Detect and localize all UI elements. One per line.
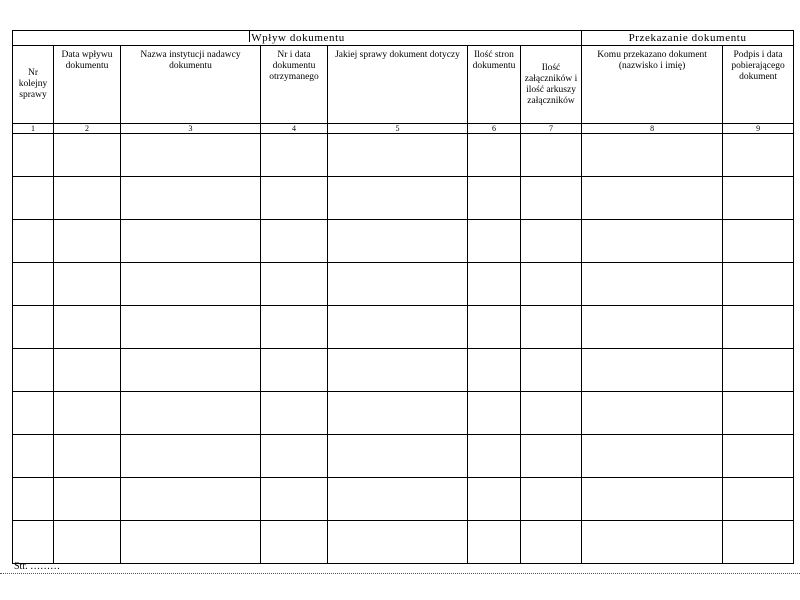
table-cell[interactable] bbox=[121, 220, 261, 263]
table-cell[interactable] bbox=[723, 435, 794, 478]
column-number: 8 bbox=[582, 124, 723, 134]
table-cell[interactable] bbox=[13, 263, 54, 306]
table-cell[interactable] bbox=[13, 435, 54, 478]
table-cell[interactable] bbox=[582, 478, 723, 521]
table-cell[interactable] bbox=[521, 263, 582, 306]
table-cell[interactable] bbox=[582, 306, 723, 349]
table-row bbox=[13, 306, 794, 349]
table-cell[interactable] bbox=[13, 134, 54, 177]
column-header-case-subject: Jakiej sprawy dokument dotyczy bbox=[328, 46, 468, 124]
table-cell[interactable] bbox=[521, 392, 582, 435]
table-cell[interactable] bbox=[521, 220, 582, 263]
table-cell[interactable] bbox=[261, 134, 328, 177]
table-cell[interactable] bbox=[723, 392, 794, 435]
table-cell[interactable] bbox=[13, 349, 54, 392]
document-register-table bbox=[12, 30, 794, 564]
table-cell[interactable] bbox=[13, 306, 54, 349]
table-cell[interactable] bbox=[54, 177, 121, 220]
table-cell[interactable] bbox=[723, 134, 794, 177]
table-cell[interactable] bbox=[468, 349, 521, 392]
column-number: 4 bbox=[261, 124, 328, 134]
table-cell[interactable] bbox=[521, 521, 582, 564]
table-row bbox=[13, 349, 794, 392]
table-cell[interactable] bbox=[468, 177, 521, 220]
table-cell[interactable] bbox=[54, 435, 121, 478]
table-cell[interactable] bbox=[723, 521, 794, 564]
table-cell[interactable] bbox=[328, 478, 468, 521]
table-cell[interactable] bbox=[521, 177, 582, 220]
table-cell[interactable] bbox=[261, 349, 328, 392]
table-cell[interactable] bbox=[261, 478, 328, 521]
table-cell[interactable] bbox=[54, 521, 121, 564]
column-header-page-count: Ilość stron dokumentu bbox=[468, 46, 521, 124]
table-cell[interactable] bbox=[261, 392, 328, 435]
table-row bbox=[13, 220, 794, 263]
table-cell[interactable] bbox=[582, 220, 723, 263]
table-cell[interactable] bbox=[121, 177, 261, 220]
table-cell[interactable] bbox=[121, 521, 261, 564]
table-row bbox=[13, 392, 794, 435]
column-header-receipt-date: Data wpływu dokumentu bbox=[54, 46, 121, 124]
table-cell[interactable] bbox=[328, 435, 468, 478]
table-cell[interactable] bbox=[13, 177, 54, 220]
table-cell[interactable] bbox=[582, 521, 723, 564]
table-cell[interactable] bbox=[468, 134, 521, 177]
table-cell[interactable] bbox=[723, 349, 794, 392]
table-cell[interactable] bbox=[582, 134, 723, 177]
table-cell[interactable] bbox=[261, 263, 328, 306]
table-cell[interactable] bbox=[468, 478, 521, 521]
column-number: 3 bbox=[121, 124, 261, 134]
column-header-row bbox=[13, 46, 794, 124]
column-header-document-number-date: Nr i data dokumentu otrzymanego bbox=[261, 46, 328, 124]
table-cell[interactable] bbox=[328, 392, 468, 435]
table-cell[interactable] bbox=[261, 435, 328, 478]
table-cell[interactable] bbox=[468, 435, 521, 478]
table-cell[interactable] bbox=[582, 263, 723, 306]
table-cell[interactable] bbox=[13, 521, 54, 564]
table-row bbox=[13, 521, 794, 564]
table-cell[interactable] bbox=[121, 134, 261, 177]
table-cell[interactable] bbox=[261, 220, 328, 263]
table-cell[interactable] bbox=[723, 478, 794, 521]
table-cell[interactable] bbox=[582, 349, 723, 392]
table-cell[interactable] bbox=[723, 306, 794, 349]
inflow-group-header bbox=[13, 31, 582, 46]
table-cell[interactable] bbox=[328, 521, 468, 564]
table-cell[interactable] bbox=[468, 306, 521, 349]
table-cell[interactable] bbox=[54, 478, 121, 521]
table-cell[interactable] bbox=[328, 349, 468, 392]
table-cell[interactable] bbox=[13, 220, 54, 263]
transfer-group-header: Przekazanie dokumentu bbox=[582, 31, 794, 46]
column-header-recipient: Komu przekazano dokument (nazwisko i imię) bbox=[582, 46, 723, 124]
table-cell[interactable] bbox=[328, 263, 468, 306]
table-cell[interactable] bbox=[723, 263, 794, 306]
table-cell[interactable] bbox=[121, 435, 261, 478]
table-cell[interactable] bbox=[521, 435, 582, 478]
table-cell[interactable] bbox=[13, 478, 54, 521]
footer-dotted-divider bbox=[0, 573, 800, 574]
table-cell[interactable] bbox=[582, 177, 723, 220]
table-cell[interactable] bbox=[261, 177, 328, 220]
table-row bbox=[13, 263, 794, 306]
table-cell[interactable] bbox=[723, 220, 794, 263]
table-cell[interactable] bbox=[468, 263, 521, 306]
table-cell[interactable] bbox=[328, 177, 468, 220]
group-header-row bbox=[13, 31, 794, 46]
table-cell[interactable] bbox=[468, 220, 521, 263]
table-cell[interactable] bbox=[121, 478, 261, 521]
table-cell[interactable] bbox=[54, 306, 121, 349]
table-row bbox=[13, 177, 794, 220]
table-cell[interactable] bbox=[521, 134, 582, 177]
table-cell[interactable] bbox=[723, 177, 794, 220]
table-row bbox=[13, 134, 794, 177]
table-cell[interactable] bbox=[582, 392, 723, 435]
table-cell[interactable] bbox=[54, 134, 121, 177]
table-row bbox=[13, 435, 794, 478]
inflow-group-label: Wpływ dokumentu bbox=[251, 32, 345, 44]
table-cell[interactable] bbox=[121, 306, 261, 349]
table-row bbox=[13, 478, 794, 521]
column-number: 2 bbox=[54, 124, 121, 134]
table-cell[interactable] bbox=[521, 349, 582, 392]
table-cell[interactable] bbox=[261, 521, 328, 564]
table-cell[interactable] bbox=[468, 392, 521, 435]
table-cell[interactable] bbox=[54, 392, 121, 435]
table-cell[interactable] bbox=[54, 220, 121, 263]
table-cell[interactable] bbox=[121, 392, 261, 435]
table-cell[interactable] bbox=[121, 349, 261, 392]
table-cell[interactable] bbox=[54, 263, 121, 306]
table-cell[interactable] bbox=[54, 349, 121, 392]
column-number: 9 bbox=[723, 124, 794, 134]
table-cell[interactable] bbox=[13, 392, 54, 435]
table-cell[interactable] bbox=[328, 134, 468, 177]
column-header-case-number: Nr kolejny sprawy bbox=[13, 46, 54, 124]
table-cell[interactable] bbox=[121, 263, 261, 306]
page-number-label: Str. ……… bbox=[14, 561, 61, 572]
table-cell[interactable] bbox=[261, 306, 328, 349]
column-number: 7 bbox=[521, 124, 582, 134]
table-cell[interactable] bbox=[521, 478, 582, 521]
column-number: 6 bbox=[468, 124, 521, 134]
table-cell[interactable] bbox=[582, 435, 723, 478]
column-header-attachments: Ilość załączników i ilość arkuszy załączników bbox=[521, 46, 582, 124]
column-header-signature: Podpis i data pobierającego dokument bbox=[723, 46, 794, 124]
column-number-row bbox=[13, 124, 794, 134]
table-cell[interactable] bbox=[328, 220, 468, 263]
table-cell[interactable] bbox=[521, 306, 582, 349]
column-header-sender-institution: Nazwa instytucji nadawcy dokumentu bbox=[121, 46, 261, 124]
table-cell[interactable] bbox=[468, 521, 521, 564]
table-cell[interactable] bbox=[328, 306, 468, 349]
column-number: 5 bbox=[328, 124, 468, 134]
column-number: 1 bbox=[13, 124, 54, 134]
